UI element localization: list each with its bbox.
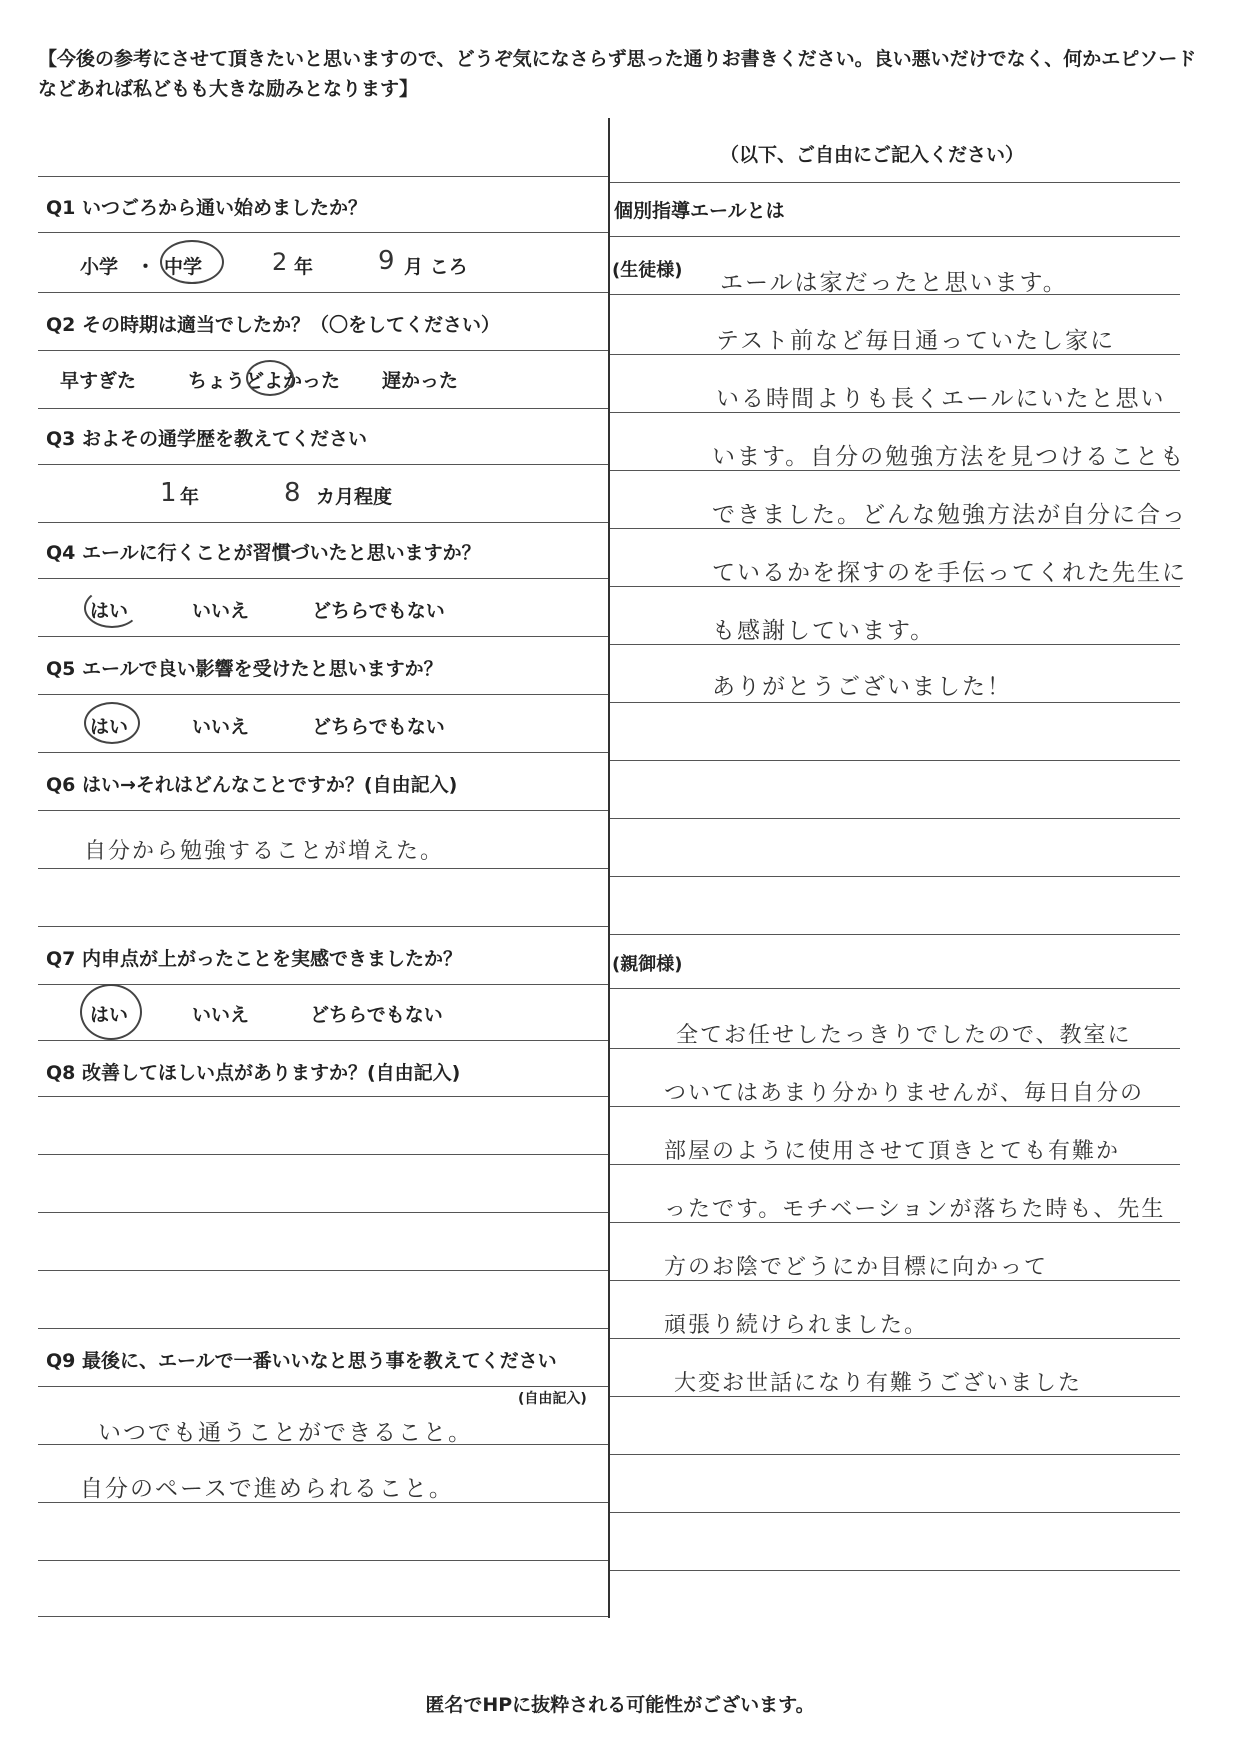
rule xyxy=(610,934,1180,935)
q3-months-unit: カ月程度 xyxy=(316,486,393,508)
rule xyxy=(610,876,1180,877)
q6-label: Q6 はい→それはどんなことですか？(自由記入) xyxy=(46,774,458,796)
student-line-1: エールは家だったと思います。 xyxy=(720,270,1068,296)
parent-line-5: 方のお陰でどうにか目標に向かって xyxy=(664,1255,1049,1280)
parent-line-3: 部屋のように使用させて頂きとても有難か xyxy=(664,1139,1121,1164)
rule xyxy=(38,1040,608,1041)
q4-option-no: いいえ xyxy=(192,600,250,622)
parent-line-4: ったです。モチベーションが落ちた時も、先生 xyxy=(664,1197,1166,1222)
q2-option-too-late: 遅かった xyxy=(382,370,459,392)
q1-month-number: 9 xyxy=(378,246,397,276)
rule xyxy=(38,868,608,869)
q4-selection-circle xyxy=(84,588,140,628)
q5-selection-circle xyxy=(84,702,140,744)
rule xyxy=(38,984,608,985)
q1-grade-number: 2 xyxy=(272,248,290,276)
rule xyxy=(38,810,608,811)
rule xyxy=(38,408,608,409)
q7-option-no: いいえ xyxy=(192,1004,250,1026)
q5-label: Q5 エールで良い影響を受けたと思いますか？ xyxy=(46,658,443,680)
q8-label: Q8 改善してほしい点がありますか？(自由記入) xyxy=(46,1062,461,1084)
q1-selection-circle xyxy=(160,240,224,284)
q7-option-yes: はい xyxy=(90,1004,129,1026)
q2-option-just-right: ちょうどよかった xyxy=(188,370,341,392)
q9-free-entry-note: (自由記入) xyxy=(518,1391,587,1407)
q4-option-yes: はい xyxy=(90,600,129,622)
rule xyxy=(610,1570,1180,1571)
q1-option-elementary: 小学 xyxy=(80,256,119,278)
student-line-4: います。自分の勉強方法を見つけることも xyxy=(712,444,1186,470)
rule xyxy=(38,752,608,753)
q9-label: Q9 最後に、エールで一番いいなと思う事を教えてください xyxy=(46,1350,557,1372)
rule xyxy=(610,702,1180,703)
q5-option-yes: はい xyxy=(90,716,129,738)
student-line-2: テスト前など毎日通っていたし家に xyxy=(716,328,1116,354)
rule xyxy=(38,694,608,695)
parent-line-2: ついてはあまり分かりませんが、毎日自分の xyxy=(664,1081,1145,1106)
rule xyxy=(38,1154,608,1155)
q9-answer-line-1: いつでも通うことができること。 xyxy=(98,1420,473,1446)
rule xyxy=(38,1212,608,1213)
rule xyxy=(610,236,1180,237)
q7-label: Q7 内申点が上がったことを実感できましたか？ xyxy=(46,948,462,970)
student-line-5: できました。どんな勉強方法が自分に合っ xyxy=(712,502,1187,528)
q2-selection-circle xyxy=(246,360,294,396)
form-instructions: 【今後の参考にさせて頂きたいと思いますので、どうぞ気になさらず思った通りお書きください。良い悪いだけでなく、何かエピソードなどあれば私どもも大きな励みとなります】 xyxy=(38,48,1197,100)
rule xyxy=(610,818,1180,819)
q1-option-separator: ・ xyxy=(136,256,156,278)
q2-option-too-early: 早すぎた xyxy=(60,370,137,392)
parent-line-7: 大変お世話になり有難うございました xyxy=(674,1371,1083,1396)
rule xyxy=(610,988,1180,989)
rule xyxy=(38,522,608,523)
parent-label: (親御様) xyxy=(612,954,683,975)
q7-option-neither: どちらでもない xyxy=(310,1004,443,1026)
q6-answer: 自分から勉強することが増えた。 xyxy=(84,839,445,864)
rule xyxy=(38,1328,608,1329)
rule xyxy=(38,1270,608,1271)
parent-line-1: 全てお任せしたっきりでしたので、教室に xyxy=(676,1023,1132,1048)
free-comment-header: （以下、ご自由にご記入ください） xyxy=(720,144,1025,166)
q7-selection-circle xyxy=(80,984,142,1040)
q3-years-number: 1 xyxy=(160,478,179,508)
q2-label: Q2 その時期は適当でしたか？（〇をしてください） xyxy=(46,314,500,336)
q9-answer-line-2: 自分のペースで進められること。 xyxy=(80,1476,454,1502)
rule xyxy=(38,350,608,351)
q4-option-neither: どちらでもない xyxy=(312,600,445,622)
q3-label: Q3 およその通学歴を教えてください xyxy=(46,428,367,450)
rule xyxy=(610,182,1180,183)
student-line-6: ているかを探すのを手伝ってくれた先生に xyxy=(712,560,1187,586)
rule xyxy=(610,1454,1180,1455)
q1-label: Q1 いつごろから通い始めましたか？ xyxy=(46,197,367,219)
rule xyxy=(38,176,608,177)
parent-line-6: 頑張り続けられました。 xyxy=(664,1313,929,1338)
rule xyxy=(610,760,1180,761)
q1-option-junior-high: 中学 xyxy=(164,256,203,278)
q5-option-no: いいえ xyxy=(192,716,250,738)
q1-month-unit: 月 ころ xyxy=(404,256,468,278)
q1-grade-unit: 年 xyxy=(294,256,314,278)
student-label: (生徒様) xyxy=(612,260,683,281)
rule xyxy=(38,578,608,579)
footer-note: 匿名でHPに抜粋される可能性がございます。 xyxy=(425,1694,815,1716)
q5-option-neither: どちらでもない xyxy=(312,716,445,738)
rule xyxy=(38,1386,608,1387)
student-line-3: いる時間よりも長くエールにいたと思い xyxy=(716,386,1166,412)
rule xyxy=(38,464,608,465)
column-divider xyxy=(608,118,610,1618)
rule xyxy=(38,292,608,293)
q3-months-number: 8 xyxy=(284,478,303,508)
student-line-7: も感謝しています。 xyxy=(712,618,936,644)
rule xyxy=(38,1560,608,1561)
rule xyxy=(38,636,608,637)
rule xyxy=(38,1096,608,1097)
student-line-8: ありがとうございました！ xyxy=(712,674,1012,700)
rule xyxy=(38,1616,608,1617)
right-title: 個別指導エールとは xyxy=(614,200,785,222)
q4-label: Q4 エールに行くことが習慣づいたと思いますか？ xyxy=(46,542,481,564)
q3-years-unit: 年 xyxy=(180,486,200,508)
rule xyxy=(38,232,608,233)
rule xyxy=(610,1512,1180,1513)
rule xyxy=(38,926,608,927)
